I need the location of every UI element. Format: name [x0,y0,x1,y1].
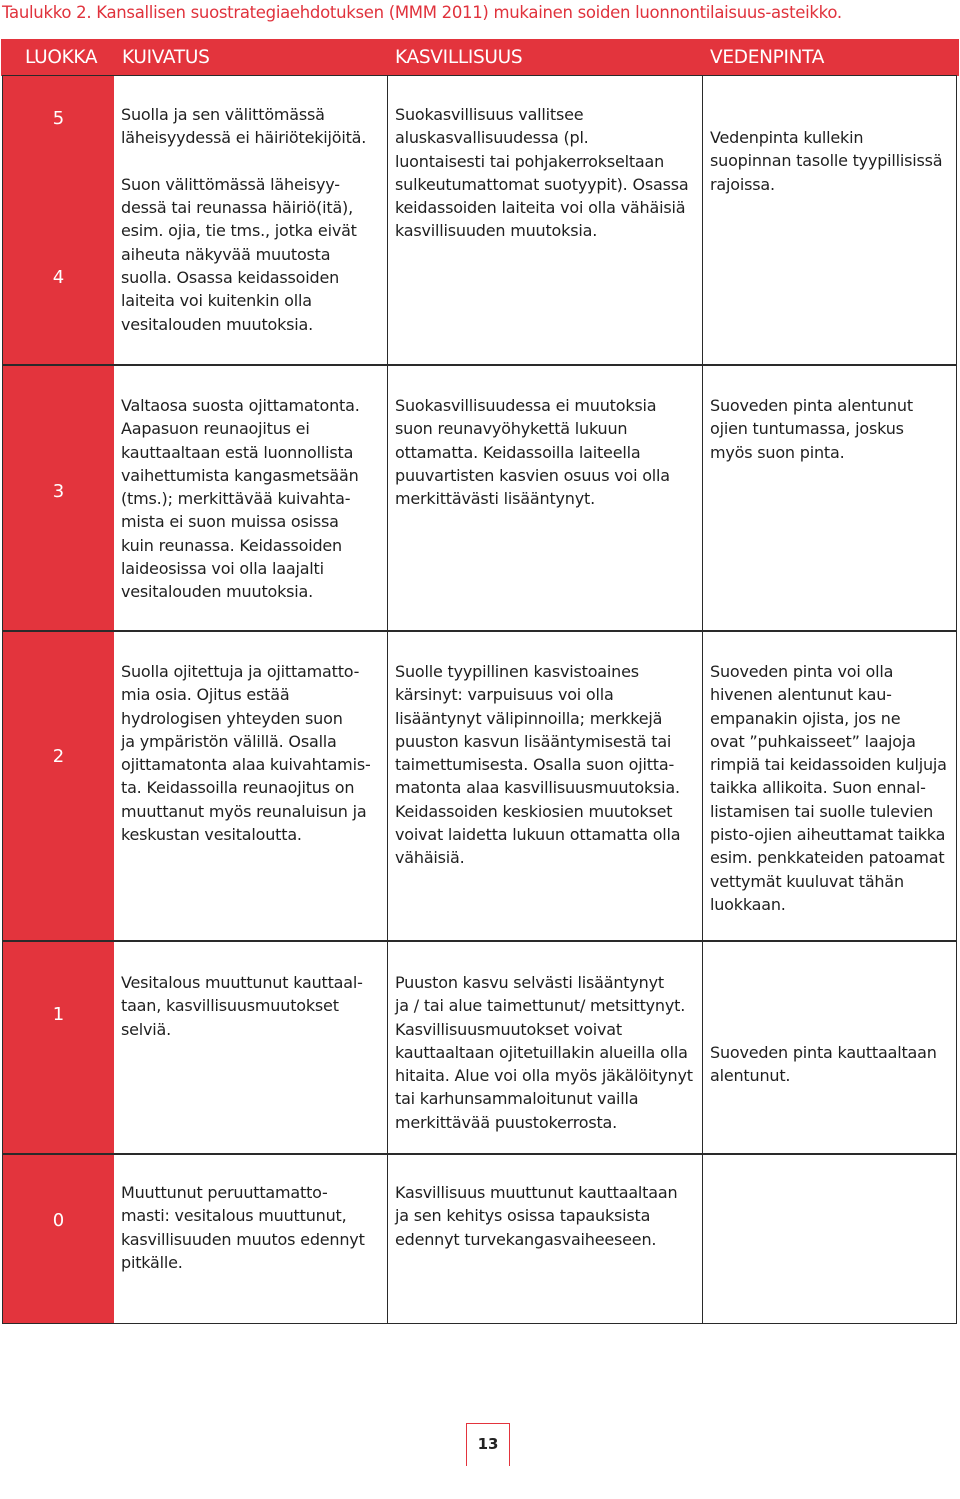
vedenpinta-cell: Vedenpinta kullekin suopinnan tasolle tyypillisissä rajoissa. [710,128,943,194]
class-number: 1 [52,1004,65,1025]
kuivatus-cell: Muuttunut peruuttamatto- masti: vesitalous muuttunut, kasvillisuuden muutos edennyt pitkälle. [121,1183,365,1272]
column-divider [702,942,703,1153]
kasvillisuus-cell: Suolle tyypillinen kasvistoaines kärsinyt: varpuisuus voi olla lisääntynyt välipinnoilla; merkkejä puuston kasvun lisääntymisestä tai taimettumisesta. Osalla suon ojitta- matonta alaa kasvillisuusmuutoksia. Keidassoiden keskiosien muutokset voivat laidetta lukuun ottamatta olla vähäisiä. [395,662,681,868]
column-divider [702,1155,703,1323]
kasvillisuus-cell: Suokasvillisuudessa ei muutoksia suon reunavyöhykettä lukuun ottamatta. Keidassoilla laiteella puuvartisten kasvien osuus voi olla merkittävästi lisääntynyt. [395,396,670,509]
table-row [2,1154,957,1324]
column-divider [387,942,388,1153]
vedenpinta-cell: Suoveden pinta voi olla hivenen alentunut kau- empanakin ojista, jos ne ovat ”puhkaisseet” laajoja rimpiä tai keidassoiden kuljuja taikka allikoita. Suon ennal- listamisen tai suolle tulevien pisto-ojien aiheuttamat taikka esim. penkkateiden patoamat vettymät kuuluvat tähän luokkaan. [710,662,947,914]
header-kasvillisuus: KASVILLISUUS [395,47,523,68]
table-row [2,941,957,1154]
class-number: 0 [52,1210,65,1231]
class-number-cell [3,1155,114,1323]
table-row [2,75,957,365]
column-divider [702,366,703,630]
class-number: 2 [52,746,65,767]
kuivatus-cell: Suolla ojitettuja ja ojittamatto- mia osia. Ojitus estää hydrologisen yhteyden suon ja ympäristön välillä. Osalla ojittamatonta alaa kuivahtamis- ta. Keidassoilla reunaojitus on muuttanut myös reunaluisun ja keskustan vesitaloutta. [121,662,371,845]
header-kuivatus: KUIVATUS [122,47,210,68]
table-row [2,631,957,941]
kuivatus-cell: Vesitalous muuttunut kauttaal- taan, kasvillisuusmuutokset selviä. [121,973,363,1039]
page-number: 13 [466,1423,510,1466]
class-number-cell [3,632,114,940]
column-divider [387,76,388,364]
kasvillisuus-cell: Puuston kasvu selvästi lisääntynyt ja / tai alue taimettunut/ metsittynyt. Kasvillisuusmuutokset voivat kauttaaltaan ojitetuillakin alueilla olla hitaita. Alue voi olla myös jäkälöitynyt tai karhunsammaloitunut vailla merkittävää puustokerrosta. [395,973,693,1132]
class-number-cell [3,76,114,364]
kasvillisuus-cell: Kasvillisuus muuttunut kauttaaltaan ja sen kehitys osissa tapauksista edennyt turvekangasvaiheeseen. [395,1183,678,1249]
table-caption: Taulukko 2. Kansallisen suostrategiaehdotuksen (MMM 2011) mukainen soiden luonnontilaisuus-asteikko. [2,3,842,22]
vedenpinta-cell: Suoveden pinta alentunut ojien tuntumassa, joskus myös suon pinta. [710,396,913,462]
class-number-cell [3,942,114,1153]
column-divider [387,366,388,630]
column-divider [387,1155,388,1323]
class-number: 5 [52,108,65,129]
table-header [1,39,959,76]
kuivatus-cell: Suolla ja sen välittömässä läheisyydessä ei häiriötekijöitä. Suon välittömässä läheisyy- dessä tai reunassa häiriö(itä), esim. ojia, tie tms., jotka eivät aiheuta näkyvää muutosta suolla. Osassa keidassoiden laiteita voi kuitenkin olla vesitalouden muutoksia. [121,105,367,334]
kuivatus-cell: Valtaosa suosta ojittamatonta. Aapasuon reunaojitus ei kauttaaltaan estä luonnollista vaihettumista kangasmetsään (tms.); merkittävää kuivahta- mista ei suon muissa osissa kuin reunassa. Keidassoiden laideosissa voi olla laajalti vesitalouden muutoksia. [121,396,360,602]
vedenpinta-cell: Suoveden pinta kauttaaltaan alentunut. [710,1043,937,1086]
class-number: 4 [52,267,65,288]
kasvillisuus-cell: Suokasvillisuus vallitsee aluskasvallisuudessa (pl. luontaisesti tai pohjakerrokseltaan sulkeutumattomat suotyypit). Osassa keidassoiden laiteita voi olla vähäisiä kasvillisuuden muutoksia. [395,105,689,241]
class-number-cell [3,366,114,630]
column-divider [702,76,703,364]
header-vedenpinta: VEDENPINTA [710,47,825,68]
class-number: 3 [52,481,65,502]
column-divider [702,632,703,940]
column-divider [387,632,388,940]
table-row [2,365,957,631]
header-luokka: LUOKKA [25,47,98,68]
